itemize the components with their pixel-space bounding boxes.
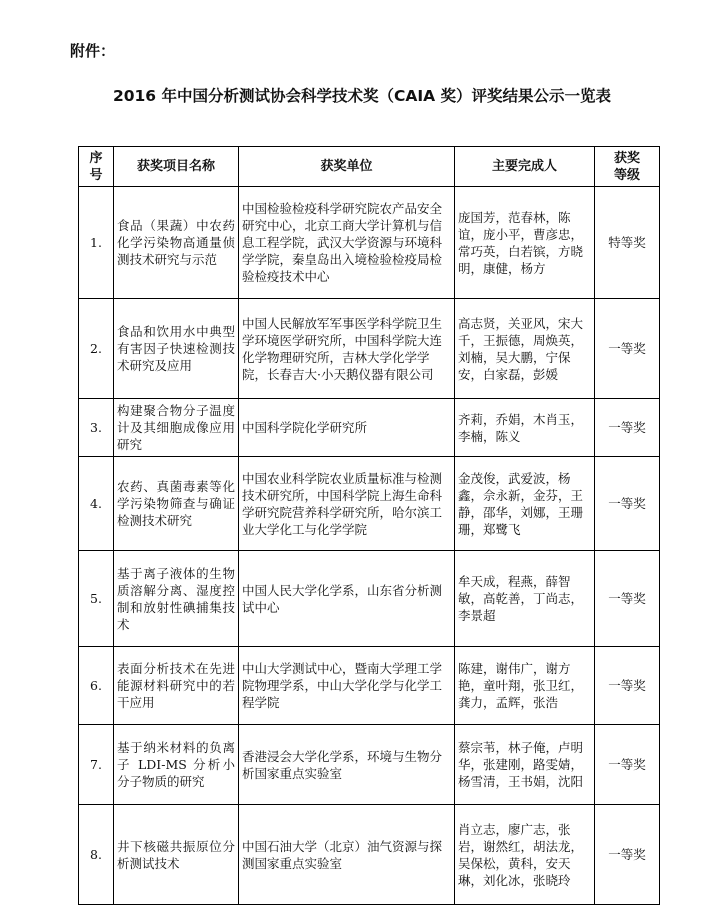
document-title: 2016 年中国分析测试协会科学技术奖（CAIA 奖）评奖结果公示一览表 bbox=[112, 87, 612, 105]
cell-level: 一等奖 bbox=[595, 647, 660, 725]
cell-level: 一等奖 bbox=[595, 725, 660, 805]
table-header-row bbox=[79, 147, 660, 187]
cell-level: 一等奖 bbox=[595, 399, 660, 457]
cell-people: 蔡宗苇，林子俺，卢明华，张建刚，路雯婧，杨雪清，王书娟，沈阳 bbox=[455, 725, 595, 805]
cell-project: 基于纳米材料的负离子 LDI-MS 分析小分子物质的研究 bbox=[114, 725, 239, 805]
cell-people: 金茂俊，武爱波，杨鑫，佘永新，金芬，王静，邵华，刘娜，王珊珊，郑鹭飞 bbox=[455, 457, 595, 551]
cell-seq: 8. bbox=[79, 805, 114, 905]
header-people: 主要完成人 bbox=[455, 147, 595, 187]
cell-unit: 中国石油大学（北京）油气资源与探测国家重点实验室 bbox=[239, 805, 455, 905]
cell-project: 构建聚合物分子温度计及其细胞成像应用研究 bbox=[114, 399, 239, 457]
table-row bbox=[79, 647, 660, 725]
header-level: 获奖等级 bbox=[595, 147, 660, 187]
cell-seq: 1. bbox=[79, 187, 114, 299]
table-row bbox=[79, 551, 660, 647]
cell-unit: 香港浸会大学化学系，环境与生物分析国家重点实验室 bbox=[239, 725, 455, 805]
header-project: 获奖项目名称 bbox=[114, 147, 239, 187]
cell-level: 一等奖 bbox=[595, 299, 660, 399]
table-row bbox=[79, 299, 660, 399]
cell-people: 高志贤，关亚风，宋大千，王振德，周焕英，刘楠，吴大鹏，宁保安，白家磊，彭媛 bbox=[455, 299, 595, 399]
cell-unit: 中国检验检疫科学研究院农产品安全研究中心，北京工商大学计算机与信息工程学院，武汉大学资源与环境科学学院，秦皇岛出入境检验检疫局检验检疫技术中心 bbox=[239, 187, 455, 299]
cell-unit: 中国人民解放军军事医学科学院卫生学环境医学研究所，中国科学院大连化学物理研究所，吉林大学化学学院，长春吉大·小天鹅仪器有限公司 bbox=[239, 299, 455, 399]
cell-people: 庞国芳，范春林，陈谊，庞小平，曹彦忠，常巧英，白若镔，方晓明，康健，杨方 bbox=[455, 187, 595, 299]
table-row bbox=[79, 399, 660, 457]
cell-people: 陈建，谢伟广，谢方艳，童叶翔，张卫红，龚力，孟辉，张浩 bbox=[455, 647, 595, 725]
cell-seq: 2. bbox=[79, 299, 114, 399]
cell-unit: 中国科学院化学研究所 bbox=[239, 399, 455, 457]
cell-project: 食品和饮用水中典型有害因子快速检测技术研究及应用 bbox=[114, 299, 239, 399]
table-row bbox=[79, 457, 660, 551]
cell-project: 井下核磁共振原位分析测试技术 bbox=[114, 805, 239, 905]
cell-people: 齐莉，乔娟，木肖玉，李楠，陈义 bbox=[455, 399, 595, 457]
cell-unit: 中山大学测试中心，暨南大学理工学院物理学系，中山大学化学与化学工程学院 bbox=[239, 647, 455, 725]
cell-seq: 6. bbox=[79, 647, 114, 725]
cell-project: 农药、真菌毒素等化学污染物筛查与确证检测技术研究 bbox=[114, 457, 239, 551]
cell-project: 表面分析技术在先进能源材料研究中的若干应用 bbox=[114, 647, 239, 725]
header-seq: 序号 bbox=[79, 147, 114, 187]
header-unit: 获奖单位 bbox=[239, 147, 455, 187]
table-row bbox=[79, 187, 660, 299]
cell-project: 食品（果蔬）中农药化学污染物高通量侦测技术研究与示范 bbox=[114, 187, 239, 299]
cell-level: 特等奖 bbox=[595, 187, 660, 299]
cell-project: 基于离子液体的生物质溶解分离、湿度控制和放射性碘捕集技术 bbox=[114, 551, 239, 647]
cell-seq: 5. bbox=[79, 551, 114, 647]
cell-unit: 中国人民大学化学系，山东省分析测试中心 bbox=[239, 551, 455, 647]
table-row bbox=[79, 805, 660, 905]
cell-seq: 4. bbox=[79, 457, 114, 551]
table-row bbox=[79, 725, 660, 805]
cell-seq: 7. bbox=[79, 725, 114, 805]
cell-people: 牟天成，程燕，薛智敏，高乾善，丁尚志，李景超 bbox=[455, 551, 595, 647]
cell-level: 一等奖 bbox=[595, 457, 660, 551]
award-results-table bbox=[78, 146, 660, 905]
cell-people: 肖立志，廖广志，张岩，谢然红，胡法龙，吴保松，黄科，安天琳，刘化冰，张晓玲 bbox=[455, 805, 595, 905]
cell-level: 一等奖 bbox=[595, 551, 660, 647]
cell-level: 一等奖 bbox=[595, 805, 660, 905]
cell-seq: 3. bbox=[79, 399, 114, 457]
attachment-label: 附件： bbox=[70, 42, 116, 60]
cell-unit: 中国农业科学院农业质量标准与检测技术研究所，中国科学院上海生命科学研究院营养科学研究所，哈尔滨工业大学化工与化学学院 bbox=[239, 457, 455, 551]
